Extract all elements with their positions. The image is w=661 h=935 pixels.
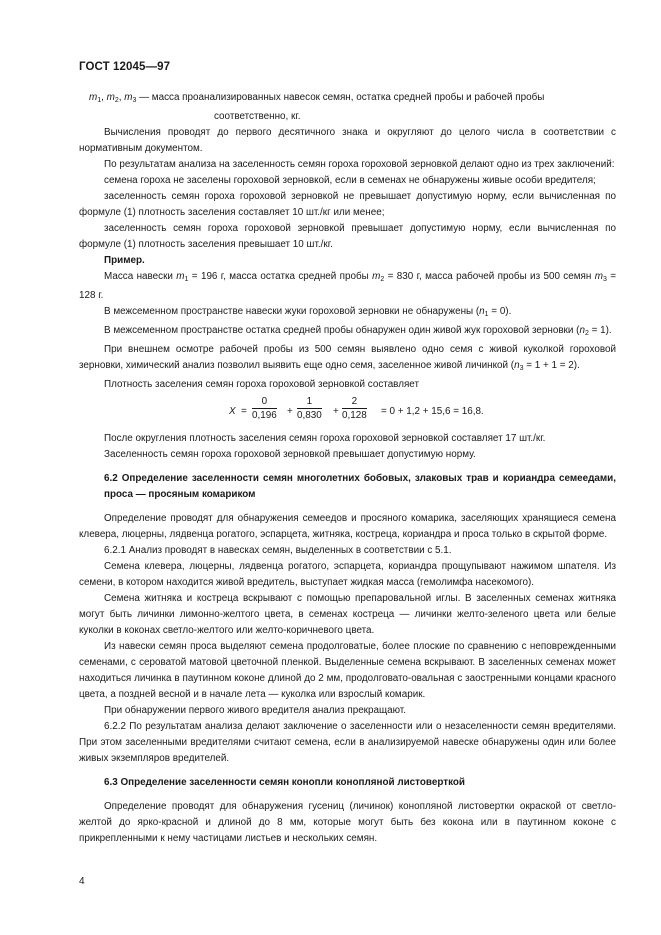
page-number: 4: [79, 876, 85, 887]
example-paragraph: Плотность заселения семян гороха гороховой зерновкой составляет: [104, 379, 419, 390]
document-body: [79, 90, 616, 847]
example-paragraph: Масса навески $m_1 = 196$ г, масса остатка средней пробы $m_2 = 830$ г, масса рабочей пробы из 500 семян $m_3 = 128$ г.: [79, 271, 616, 301]
formula-fraction-2: $\frac{1}{0,830}$: [297, 396, 322, 421]
paragraph: При обнаружении первого живого вредителя анализ прекращают.: [104, 705, 406, 716]
formula-plus: +: [333, 406, 339, 417]
paragraph: Из навески семян проса выделяют семена продолговатые, более плоские по сравнению с неповрежденными семенами, с сероватой матовой цветочной пленкой. Выделенные семена вскрывают. В заселенных семенах может находиться личинка в паутинном коконе длиной до 2 мм, продолговато-овальная с заостренными концами красного цвета, а поздней весной и в начале лета — куколка или взрослый комарик.: [79, 641, 616, 700]
paragraph: Заселенность семян гороха гороховой зерновкой превышает допустимую норму.: [104, 449, 476, 460]
paragraph: Определение проводят для обнаружения гусениц (личинок) конопляной листовертки окраской от светло-желтой до ярко-красной и длиной до 8 мм, которые могут быть без кокона или в паутинном коконе с прикрепленными к нему частицами листьев и нескольких семян.: [79, 801, 616, 844]
example-label: Пример.: [104, 255, 145, 266]
document-header: ГОСТ 12045—97: [79, 61, 171, 73]
section-heading-6-3: 6.3 Определение заселенности семян конопли конопляной листоверткой: [104, 777, 465, 788]
paragraph: заселенность семян гороха гороховой зерновкой не превышает допустимую норму, если вычисленная по формуле (1) плотность заселения составляет 10 шт./кг или менее;: [79, 191, 616, 218]
formula-lhs: X: [229, 406, 236, 417]
paragraph: После округления плотность заселения семян гороха гороховой зерновкой составляет 17 шт./кг.: [104, 433, 546, 444]
paragraph: Определение проводят для обнаружения семеедов и просяного комарика, заселяющих хранящиеся семена клевера, люцерны, лядвенца рогатого, эспарцета, житняка, костреца, кориандра и проса только в скрытой форме.: [79, 513, 616, 540]
example-paragraph: В межсеменном пространстве остатка средней пробы обнаружен один живой жук гороховой зерновки $(n_2 = 1)$.: [104, 325, 612, 337]
paragraph: По результатам анализа на заселенность семян гороха гороховой зерновкой делают одно из трех заключений:: [104, 159, 615, 170]
example-paragraph: При внешнем осмотре рабочей пробы из 500 семян выявлено одно семя с живой куколкой гороховой зерновки, химический анализ позволил выявить еще одно семя, заселенное живой личинкой $(n_3 = 1 + 1 = 2)$.: [79, 344, 616, 372]
formula-result: = 0 + 1,2 + 15,6 = 16,8.: [381, 406, 484, 417]
paragraph: 6.2.1 Анализ проводят в навесках семян, выделенных в соответствии с 5.1.: [104, 545, 452, 556]
example-paragraph: В межсеменном пространстве навески жуки гороховой зерновки не обнаружены $(n_1 = 0)$.: [104, 306, 512, 318]
variable-definition: $m_1$, $m_2$, $m_3$ — масса проанализированных навесок семян, остатка средней пробы и рабочей пробы соответственно, кг.: [79, 90, 616, 125]
formula-plus: +: [287, 406, 293, 417]
paragraph: заселенность семян гороха гороховой зерновкой превышает допустимую норму, если вычисленная по формуле (1) плотность заселения превышает 10 шт./кг.: [79, 223, 616, 250]
formula-fraction-1: $\frac{0}{0,196}$: [252, 396, 277, 421]
density-formula: [79, 393, 616, 431]
paragraph: 6.2.2 По результатам анализа делают заключение о заселенности или о незаселенности семян вредителями. При этом заселенными вредителями считают семена, если в анализируемой навеске обнаружены один или более живых экземпляров вредителей.: [79, 721, 616, 764]
paragraph: Семена клевера, люцерны, лядвенца рогатого, эспарцета, кориандра прощупывают нажимом шпателя. Из семени, в котором находится живой вредитель, выступает жидкая масса (гемолимфа насекомого).: [79, 561, 616, 588]
section-heading-6-2: 6.2 Определение заселенности семян многолетних бобовых, злаковых трав и кориандра семеедами, проса — просяным комариком: [104, 473, 616, 500]
formula-fraction-3: $\frac{2}{0,128}$: [342, 396, 367, 421]
variable-definition-text: — масса проанализированных навесок семян, остатка средней пробы и рабочей пробы: [139, 92, 545, 103]
formula-equals: =: [241, 406, 247, 417]
paragraph: Вычисления проводят до первого десятичного знака и округляют до целого числа в соответствии с нормативным документом.: [79, 127, 616, 154]
paragraph: семена гороха не заселены гороховой зерновкой, если в семенах не обнаружены живые особи вредителя;: [104, 175, 596, 186]
paragraph: Семена житняка и костреца вскрывают с помощью препаровальной иглы. В заселенных семенах житняка могут быть личинки лимонно-желтого цвета, в семенах костреца — личинки желто-зеленого цвета или белые куколки в коконах светло-желтого или желто-коричневого цвета.: [79, 593, 616, 636]
variable-definition-cont: соответственно, кг.: [214, 111, 301, 122]
